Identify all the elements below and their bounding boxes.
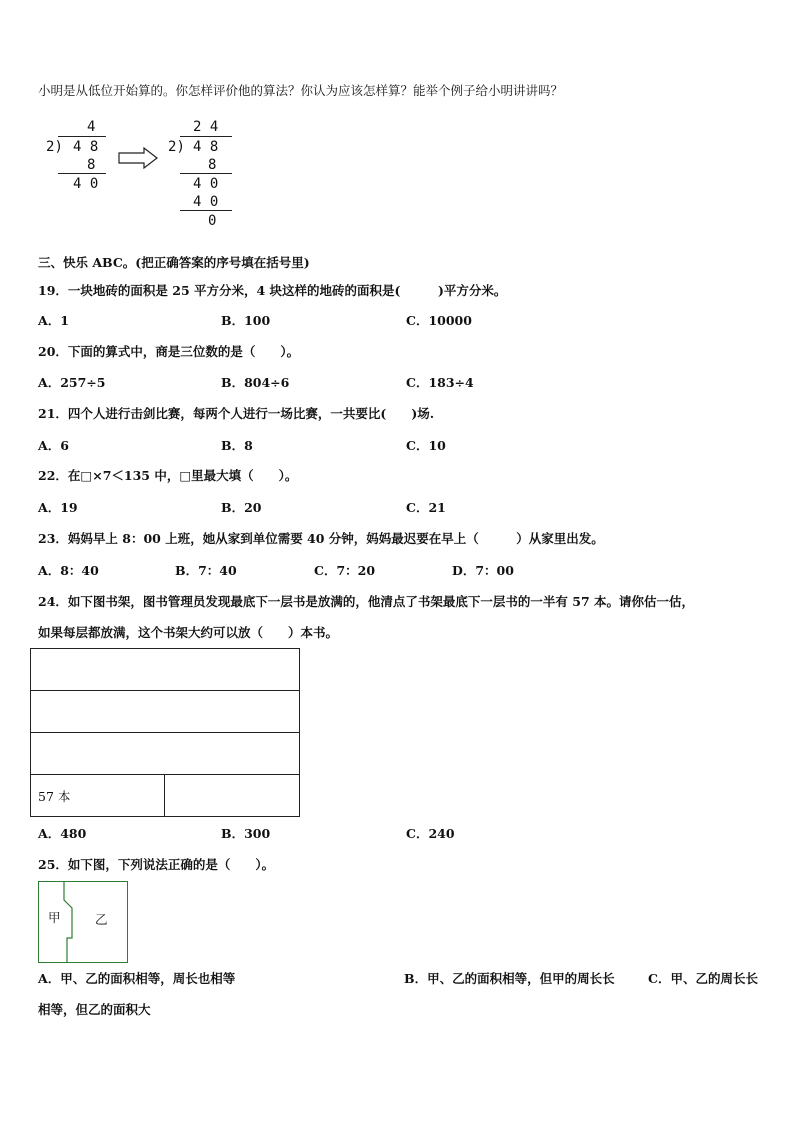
question-19: 19．一块地砖的面积是 25 平方分米，4 块这样的地砖的面积是( )平方分米。 (38, 283, 507, 298)
right-step2: 4 0 (193, 176, 219, 192)
right-arrow-icon (118, 147, 158, 169)
q19-option-c[interactable]: C．10000 (406, 313, 472, 328)
q21-option-a[interactable]: A．6 (38, 438, 69, 453)
q22-option-b[interactable]: B．20 (221, 500, 262, 515)
q19-option-b[interactable]: B．100 (221, 313, 271, 328)
q21-option-b[interactable]: B．8 (221, 438, 253, 453)
question-21: 21．四个人进行击剑比赛，每两个人进行一场比赛，一共要比( )场. (38, 406, 435, 421)
q24-option-b[interactable]: B．300 (221, 826, 271, 841)
label-yi: 乙 (95, 912, 108, 927)
label-jia: 甲 (48, 910, 61, 925)
q22-option-c[interactable]: C．21 (406, 500, 446, 515)
q25-option-b[interactable]: B．甲、乙的面积相等，但甲的周长长 (404, 971, 615, 986)
right-step4: 0 (208, 213, 217, 229)
q20-option-c[interactable]: C．183÷4 (406, 375, 474, 390)
q24-option-a[interactable]: A．480 (38, 826, 87, 841)
question-22: 22．在□×7＜135 中，□里最大填（ ）。 (38, 468, 298, 483)
q19-option-a[interactable]: A．1 (38, 313, 69, 328)
q23-option-b[interactable]: B．7：40 (175, 563, 237, 578)
q23-option-c[interactable]: C．7：20 (314, 563, 376, 578)
q25-option-c[interactable]: C．甲、乙的周长长 (648, 971, 758, 986)
q25-option-c-wrap: 相等，但乙的面积大 (38, 1002, 151, 1017)
question-24-line2: 如果每层都放满，这个书架大约可以放（ ）本书。 (38, 625, 339, 640)
left-divisor: 2) (46, 139, 63, 155)
left-quotient: 4 (87, 119, 96, 135)
q22-option-a[interactable]: A．19 (38, 500, 78, 515)
q20-option-a[interactable]: A．257÷5 (38, 375, 106, 390)
shelf-label: 57 本 (38, 789, 71, 804)
q24-option-c[interactable]: C．240 (406, 826, 455, 841)
question-25: 25．如下图，下列说法正确的是（ ）。 (38, 857, 275, 872)
right-step1: 8 (208, 157, 217, 173)
right-divisor: 2) (168, 139, 185, 155)
q20-option-b[interactable]: B．804÷6 (221, 375, 290, 390)
section-title: 三、快乐 ABC。(把正确答案的序号填在括号里) (38, 255, 310, 270)
q21-option-c[interactable]: C．10 (406, 438, 446, 453)
right-quotient: 2 4 (193, 119, 219, 135)
right-step3: 4 0 (193, 194, 219, 210)
q25-option-a[interactable]: A．甲、乙的面积相等，周长也相等 (38, 971, 236, 986)
question-24: 24．如下图书架，图书管理员发现最底下一层书是放满的，他清点了书架最底下一层书的一半有 57 本。请你估一估， (38, 594, 695, 609)
intro-question: 小明是从低位开始算的。你怎样评价他的算法？你认为应该怎样算？能举个例子给小明讲讲吗？ (38, 83, 564, 98)
question-20: 20．下面的算式中，商是三位数的是（ ）。 (38, 344, 300, 359)
right-dividend: 4 8 (193, 139, 219, 155)
left-dividend: 4 8 (73, 139, 99, 155)
q23-option-a[interactable]: A．8：40 (38, 563, 99, 578)
question-23: 23．妈妈早上 8：00 上班，她从家到单位需要 40 分钟，妈妈最迟要在早上（ ）从家里出发。 (38, 531, 604, 546)
left-step1: 8 (87, 157, 96, 173)
shape-figure (38, 881, 128, 963)
q23-option-d[interactable]: D．7：00 (452, 563, 514, 578)
bookshelf-diagram (30, 648, 300, 817)
left-step2: 4 0 (73, 176, 99, 192)
